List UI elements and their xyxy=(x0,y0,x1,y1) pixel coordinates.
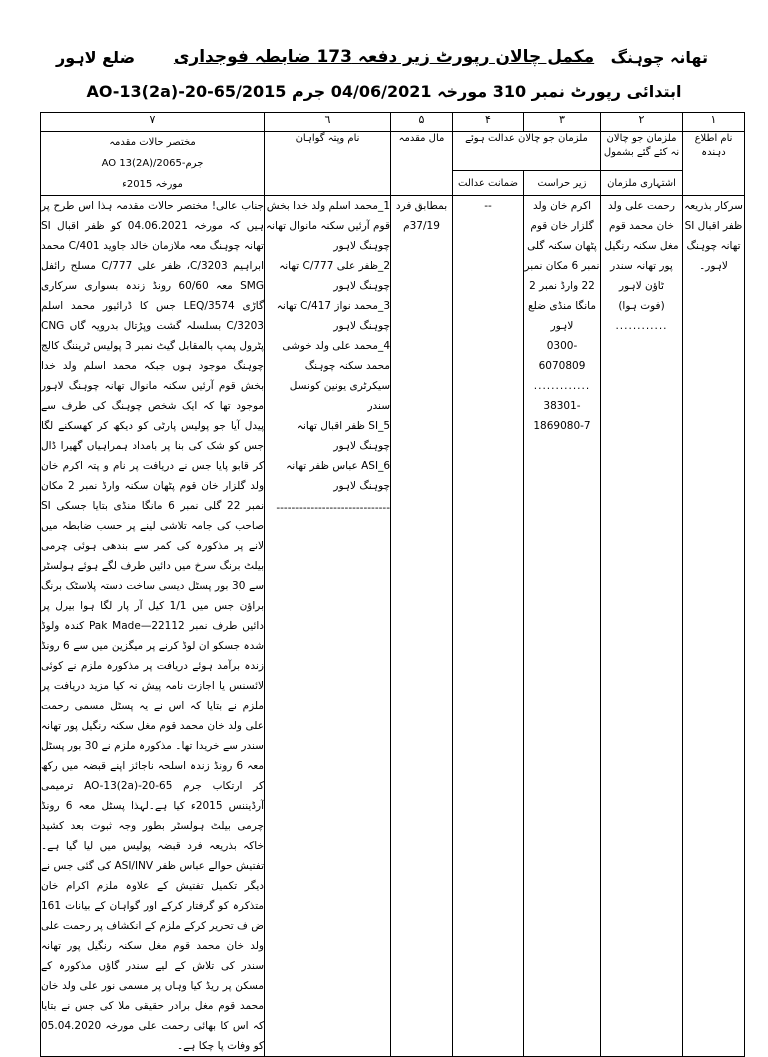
header-witnesses: نام وپتہ گواہان xyxy=(265,132,391,196)
header-summary xyxy=(41,132,265,196)
custody-accused: اکرم خان ولد گلزار خان قوم پٹھان سکنہ گلی نمبر 6 مکان نمبر 22 وارڈ نمبر 2 مانگا منڈی ضلع لاہور xyxy=(524,200,600,332)
summary-date: مورخہ 2015ء xyxy=(122,179,183,190)
header-row xyxy=(41,132,745,171)
district-heading: ضلع لاہور xyxy=(56,48,136,67)
witness-entry: 4_محمد علی ولد خوشی محمد سکنہ چوہنگ سیکرٹری یونین کونسل سندر xyxy=(282,340,390,412)
summary-title: مختصر حالات مقدمہ xyxy=(109,137,196,148)
report-subtitle: ابتدائی رپورٹ نمبر 310 مورخہ 04/06/2021 جرم AO-13(2a)-20-65/2015 xyxy=(86,82,682,101)
column-number: ١ xyxy=(683,113,745,132)
report-title: مکمل چالان رپورٹ زیر دفعہ 173 ضابطہ فوجداری xyxy=(173,47,595,67)
column-number: ٢ xyxy=(601,113,683,132)
witnesses-dashes: ------------------------------ xyxy=(276,502,390,514)
header-property: مال مقدمہ xyxy=(391,132,453,196)
header-absconders: اشتہاری ملزمان xyxy=(601,171,683,196)
witness-entry: 3_محمد نواز 417/C تھانہ چوہنگ لاہور xyxy=(276,300,390,332)
property-cell: بمطابق فرد 37/19م xyxy=(391,196,453,1057)
table-row xyxy=(41,196,745,1057)
not-challaned-name: رحمت علی ولد خان محمد قوم مغل سکنہ رنگیل پور تھانہ سندر ٹاؤن لاہور xyxy=(604,200,679,292)
witness-entry: 6_ASI عباس ظفر تھانہ چوہنگ لاہور xyxy=(286,460,390,492)
witness-entry: 5_SI ظفر اقبال تھانہ چوہنگ لاہور xyxy=(296,420,390,452)
not-challaned-cell xyxy=(601,196,683,1057)
custody-cell xyxy=(524,196,601,1057)
witness-entry: 2_ظفر علی 777/C تھانہ چوہنگ لاہور xyxy=(279,260,390,292)
bail-cell: -- xyxy=(453,196,524,1057)
column-number: ٣ xyxy=(524,113,601,132)
header-challaned: ملزمان جو چالان عدالت ہوئے xyxy=(453,132,601,171)
custody-phone: 0300-6070809 xyxy=(538,340,586,372)
column-number: ٦ xyxy=(265,113,391,132)
column-number: ٧ xyxy=(41,113,265,132)
summary-offense: جرم-AO 13(2A)/2065 xyxy=(101,158,204,169)
header-informant: نام اطلاع دہندہ xyxy=(683,132,745,196)
police-station-heading: تھانہ چوہنگ xyxy=(610,48,708,67)
column-number-row xyxy=(41,113,745,132)
column-number: ۵ xyxy=(391,113,453,132)
not-challaned-note: (فوت ہوا) xyxy=(618,300,665,312)
header-custody: زیر حراست xyxy=(524,171,601,196)
header-bail: ضمانت عدالت xyxy=(453,171,524,196)
case-summary-text: جناب عالی! مختصر حالات مقدمہ ہذا اس طرح پر ہیں کہ مورخہ 04.06.2021 کو ظفر اقبال SI تھانہ چوہنگ معہ ملازمان خالد جاوید 401/C محمد ابراہیم 3203/C، ظفر علی 777/C مسلح رائفل SMG معہ 60/60 رونڈ زندہ بسواری سرکاری گاڑی LEQ/3574 جس کا ڈرائیور محمد اسلم 3203/C بسلسلہ گشت وپڑتال بدرویہ گاں CNG پٹرول پمپ بالمقابل گیٹ نمبر 3 پولیس ٹریننگ کالج چوہنگ موجود ہوں جبکہ محمد اسلم ولد خدا بخش قوم آرئیں سکنہ مانوال تھانہ چوہنگ لاہور موجود تھا کہ ایک شخص چوہنگ کی طرف سے پیدل آیا جو پولیس پارٹی کو دیکھ کر کھسکنے لگا جس کو شک کی بنا پر بامداد ہمراہیاں گھیرا ڈال کر قابو پایا جس نے دریافت پر نام و پتہ اکرم خان ولد گلزار خان قوم پٹھان سکنہ وارڈ نمبر 2 مکان نمبر 22 گلی نمبر 6 مانگا منڈی بتایا جسکی SI صاحب کی جامہ تلاشی لینے پر حسب ضابطہ میں لانے پر مذکورہ کی کمر سے بندھی ہوئی چرمی بیلٹ برنگ سرخ میں دائیں طرف لگے ہوئے ہولسٹر سے 30 بور پسٹل دیسی ساخت دستہ پلاسٹک برنگ براؤن جس میں 1/1 کیل آر پار لگا ہوا بیرل پر دائیں طرف نمبر 22112—Pak Made کندہ ولوڈ شدہ جسکو ان لوڈ کرنے پر میگزین میں سے 6 رونڈ زندہ برآمد ہوئے دریافت پر مذکورہ ملزم نے کوئی لائسنس یا اجازت نامہ پیش نہ کیا مزید دریافت پر ملزم نے بتایا کہ اس نے یہ پسٹل مسمی رحمت علی ولد خان محمد قوم مغل سکنہ رنگیل پور تھانہ سندر سے خریدا تھا۔ مذکورہ ملزم نے 30 بور پسٹل معہ 6 رونڈ زندہ اسلحہ ناجائز اپنے قبضہ میں رکھ کر ارتکاب جرم AO-13(2a)-20-65 ترمیمی آرڈیننس 2015ء کیا ہے۔لہذا پسٹل معہ 6 رونڈ چرمی بیلٹ ہولسٹر بطور وجہ ثبوت بعد کشید خاکہ بذریعہ فرد قبضہ پولیس میں لیا گیا ہے۔ تفتیش حوالے عباس ظفر ASI/INV کی گئی جس نے دیگر تکمیل تفتیش کے علاوہ ملزم اکرام خان متذکرہ کو گرفتار کرکے اور گواہان کے بیانات 161 ض ف تحریر کرکے ملزم کے انکشاف پر رحمت علی ولد خان محمد قوم مغل سکنہ رنگیل پور تھانہ سندر کی تلاش کے لیے سندر گاؤں مذکورہ کے مسکن پر ریڈ کیا وہاں پر مسمی نور علی ولد خان محمد قوم مغل برادر حقیقی ملا کی جس نے بتایا کہ اس کا بھائی رحمت علی مورخہ 05.04.2020 کو وفات پا چکا ہے۔ xyxy=(41,196,265,1057)
header-not-challaned: ملزمان جو چالان نہ کئے گئے بشمول xyxy=(601,132,683,171)
custody-dots: ............. xyxy=(533,380,591,392)
custody-cnic: 38301-1869080-7 xyxy=(533,400,591,432)
witness-entry: 1_محمد اسلم ولد خدا بخش قوم آرئیں سکنہ مانوال تھانہ چوہنگ لاہور xyxy=(265,200,390,252)
witnesses-cell xyxy=(265,196,391,1057)
challan-table xyxy=(40,112,745,1057)
informant-cell: سرکار بذریعہ ظفر اقبال SI تھانہ چوہنگ لاہور۔ xyxy=(683,196,745,1057)
column-number: ۴ xyxy=(453,113,524,132)
not-challaned-dots: ............ xyxy=(615,320,668,332)
